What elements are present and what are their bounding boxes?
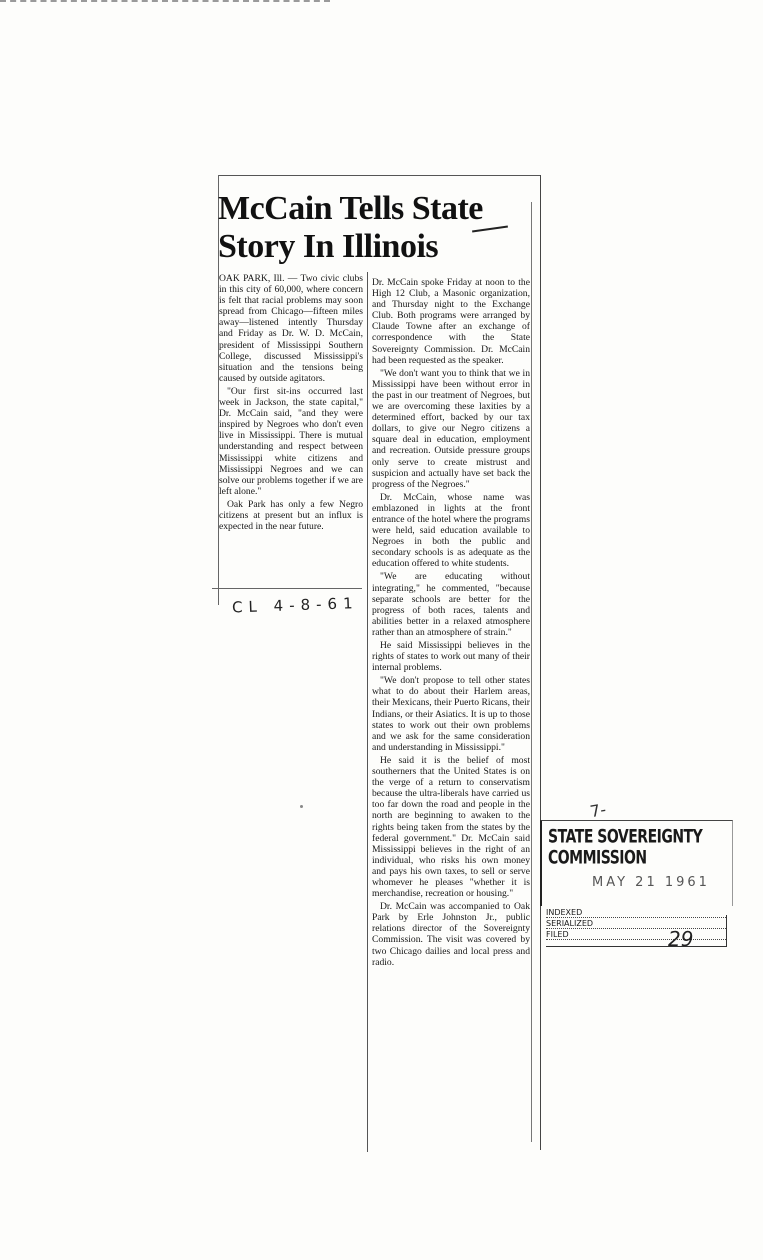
paragraph: "We don't propose to tell other states what to do about their Harlem areas, their Mexicans, their Puerto Ricans, their Indians, or their Asiatics. It is up to those states to work out their own problems and we ask for the same consideration and understanding in Mississippi." [372,675,530,753]
handwritten-note: CL 4-8-61 [231,594,359,617]
paragraph: Dr. McCain spoke Friday at noon to the High 12 Club, a Masonic organization, and Thursday night to the Exchange Club. Both programs were arranged by Claude Towne after an exchange of correspondence with the State Sovereignty Commission. Dr. McCain had been requested as the speaker. [372,277,530,366]
paragraph: He said Mississippi believes in the rights of states to work out many of their internal problems. [372,640,530,674]
newspaper-clipping [212,172,542,1157]
stamp-rule [546,946,726,947]
paragraph: Dr. McCain was accompanied to Oak Park by Erle Johnston Jr., public relations director of the Sovereignty Commission. The visit was covered by two Chicago dailies and local press and radio. [372,901,530,968]
paragraph: "We don't want you to think that we in Mississippi have been without error in the past in our treatment of Negroes, but we are overcoming these laxities by a determined effort, backed by our tax dollars, to give our Negro citizens a square deal in education, employment and recreation. Outside pressure groups only serve to create mistrust and suspicion and actually have set back the progress of the Negroes." [372,367,530,490]
left-column [219,273,363,534]
paragraph: "Our first sit-ins occurred last week in Jackson, the state capital," Dr. McCain said, "and they were inspired by Negroes who don't even live in Mississippi. There is mutual understanding and respect between Mississippi white citizens and Mississippi Negroes and we can solve our problems together if we are left alone." [219,385,363,497]
perforated-edge [0,0,330,4]
clipping-edge [218,175,540,176]
headline [218,190,518,266]
stamp-field-indexed: INDEXED [546,908,726,918]
paragraph: "We are educating without integrating," he commented, "because separate schools are better for the progress of both races, talents and abilities better in a relaxed atmosphere rather than an atmosphere of strain." [372,571,530,638]
stamp-fields [546,908,726,941]
stamp-title: STATE SOVEREIGNTY COMMISSION [548,827,703,869]
clipping-edge [540,175,541,1150]
speck [300,805,303,808]
stamp-date: MAY 21 1961 [592,875,710,890]
stamp-scribble: 7- [588,799,608,822]
paragraph: Dr. McCain, whose name was emblazoned in lights at the front entrance of the hotel where the programs were held, said education available to Negroes in both the public and secondary schools is as adequate as the education offered to white students. [372,491,530,570]
commission-stamp [540,799,732,960]
headline-line-2: Story In Illinois [218,228,439,265]
paragraph: OAK PARK, Ill. — Two civic clubs in this city of 60,000, where concern is felt that racial problems may soon spread from Chicago—fifteen miles away—listened intently Thursday and Friday as Dr. W. D. McCain, president of Mississippi Southern College, discussed Mississippi's situation and the tensions being caused by outside agitators. [219,273,363,384]
column-rule [212,588,362,589]
headline-line-1: McCain Tells State [218,190,483,227]
stamp-rule [726,915,727,947]
paragraph: He said it is the belief of most southerners that the United States is on the verge of a return to conservatism because the ultra-liberals have carried us too far down the road and people in the north are beginning to awaken to the rights being taken from the states by the federal government." Dr. McCain said Mississippi believes in the right of an individual, who risks his own money and pays his own taxes, to sell or serve whomever he pleases "whether it is merchandise, recreation or housing." [372,754,530,900]
stamp-signature: 29 [668,927,694,951]
stamp-field-filed: FILED [546,930,726,940]
paragraph: Oak Park has only a few Negro citizens at present but an influx is expected in the near future. [219,498,363,533]
column-rule [367,272,368,1152]
stamp-field-serialized: SERIALIZED [546,919,726,929]
right-column [372,277,530,970]
clipping-edge [531,202,532,1142]
